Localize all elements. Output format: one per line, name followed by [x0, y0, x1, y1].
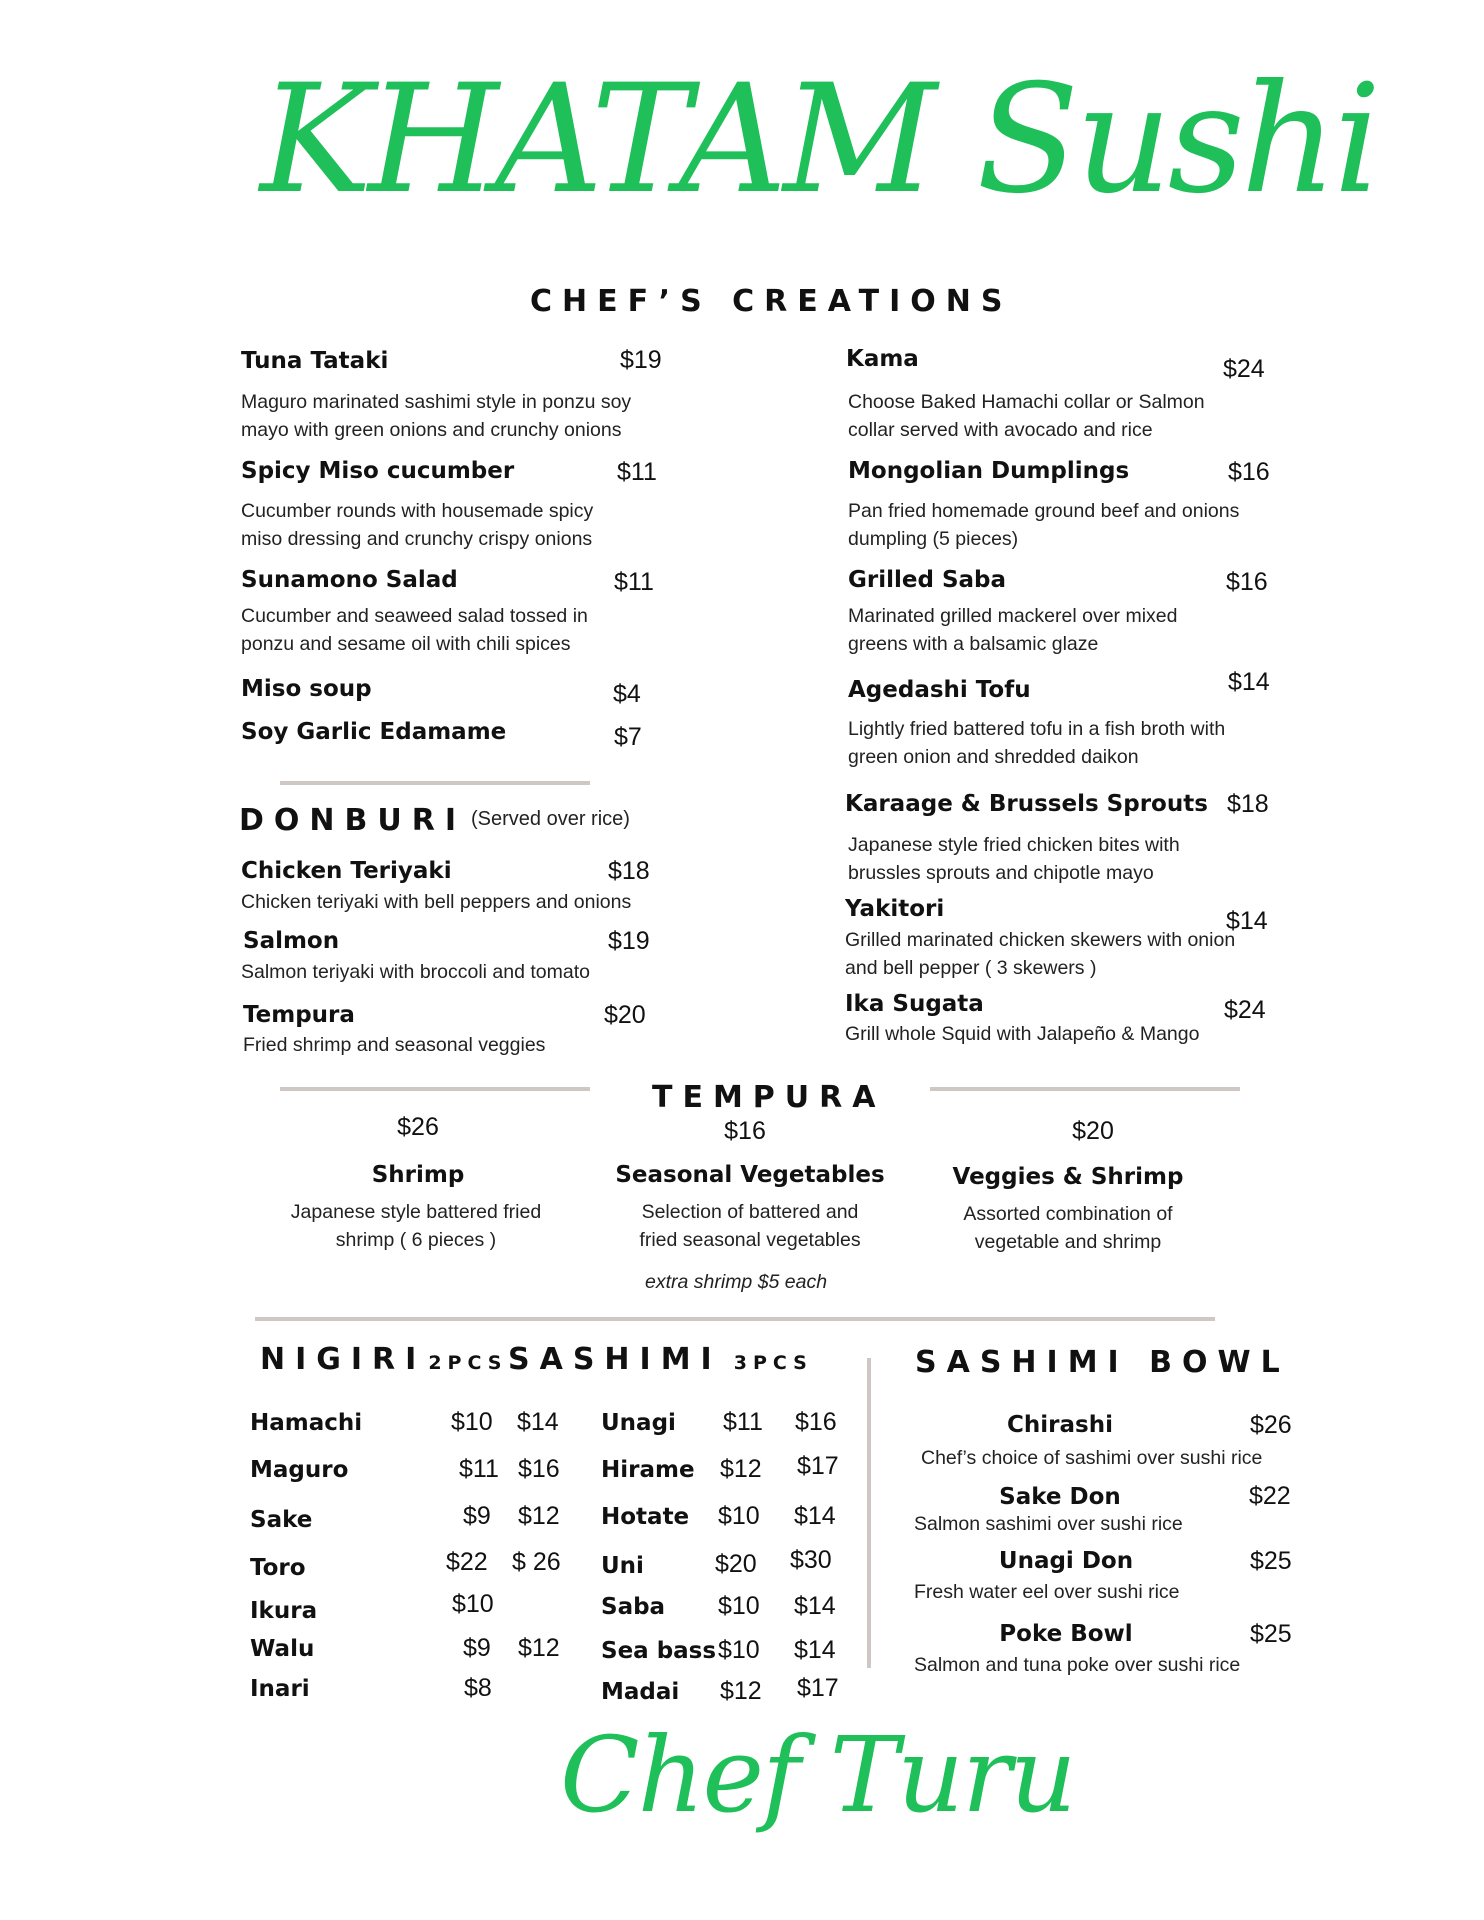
item-price: $25 — [1250, 1620, 1292, 1648]
item-price: $16 — [724, 1117, 766, 1145]
sashimi-price: $12 — [518, 1634, 560, 1662]
item-description — [848, 831, 1180, 887]
nigiri-price: $10 — [718, 1592, 760, 1620]
tempura-note: extra shrimp $5 each — [645, 1271, 828, 1293]
item-price: $16 — [1228, 458, 1270, 486]
item-price: $11 — [617, 458, 657, 486]
fish-name: Ikura — [250, 1598, 318, 1624]
item-description — [848, 602, 1177, 658]
page-title: KHATAM Sushi — [260, 53, 1378, 227]
sashimi-price: $14 — [794, 1502, 836, 1530]
desc-line: collar served with avocado and rice — [848, 419, 1153, 441]
item-price: $16 — [1226, 568, 1268, 596]
sashimi-price: $ 26 — [512, 1548, 561, 1576]
nigiri-price: $9 — [463, 1634, 491, 1662]
section-title-nigiri — [260, 1342, 507, 1377]
nigiri-price: $11 — [723, 1408, 763, 1436]
desc-line: Maguro marinated sashimi style in ponzu soy — [241, 391, 632, 413]
item-name: Sake Don — [999, 1484, 1121, 1510]
desc-line: Assorted combination of — [963, 1203, 1173, 1225]
item-description — [241, 497, 593, 553]
nigiri-price: $10 — [718, 1502, 760, 1530]
fish-name: Uni — [601, 1553, 644, 1579]
sashimi-price: $16 — [518, 1455, 560, 1483]
desc-line: fried seasonal vegetables — [639, 1229, 861, 1251]
item-name: Salmon — [243, 928, 340, 954]
item-description — [241, 602, 588, 658]
item-name: Karaage & Brussels Sprouts — [845, 791, 1208, 817]
fish-name: Saba — [601, 1594, 666, 1620]
chef-signature: Chef Turu — [560, 1714, 1075, 1836]
item-description: Fried shrimp and seasonal veggies — [243, 1034, 546, 1056]
desc-line: Choose Baked Hamachi collar or Salmon — [848, 391, 1205, 413]
item-description — [918, 1200, 1218, 1256]
sashimi-title: SASHIMI — [508, 1342, 722, 1377]
desc-line: vegetable and shrimp — [974, 1231, 1162, 1253]
item-description: Chicken teriyaki with bell peppers and onions — [241, 891, 632, 913]
desc-line: Selection of battered and — [641, 1201, 859, 1223]
item-price: $11 — [614, 568, 654, 596]
item-name: Shrimp — [371, 1162, 465, 1188]
item-description — [848, 388, 1205, 444]
sashimi-price: $14 — [794, 1592, 836, 1620]
nigiri-price: $9 — [463, 1502, 491, 1530]
item-name: Sunamono Salad — [241, 567, 458, 593]
section-title-tempura: TEMPURA — [652, 1080, 886, 1115]
desc-line: Japanese style fried chicken bites with — [848, 834, 1180, 856]
item-price: $24 — [1224, 996, 1266, 1024]
section-title-chefs-creations: CHEF’S CREATIONS — [530, 284, 1013, 319]
item-name: Miso soup — [241, 676, 372, 702]
sashimi-price: $30 — [790, 1546, 832, 1574]
desc-line: Marinated grilled mackerel over mixed — [848, 605, 1178, 627]
nigiri-price: $10 — [452, 1590, 494, 1618]
desc-line: Cucumber and seaweed salad tossed in — [241, 605, 588, 627]
nigiri-price: $20 — [715, 1550, 757, 1578]
nigiri-pcs: 2PCS — [428, 1352, 508, 1374]
item-description — [845, 926, 1235, 982]
fish-name: Sake — [250, 1507, 313, 1533]
fish-name: Maguro — [250, 1457, 349, 1483]
desc-line: Cucumber rounds with housemade spicy — [241, 500, 594, 522]
item-description: Fresh water eel over sushi rice — [914, 1581, 1180, 1603]
sashimi-price: $17 — [797, 1452, 839, 1480]
section-title-sashimi-bowl: SASHIMI BOWL — [915, 1345, 1290, 1380]
item-description — [266, 1198, 566, 1254]
sashimi-price: $12 — [518, 1502, 560, 1530]
item-name: Kama — [846, 346, 919, 372]
item-description: Salmon teriyaki with broccoli and tomato — [241, 961, 590, 983]
item-name: Chicken Teriyaki — [241, 858, 452, 884]
item-price: $20 — [1072, 1117, 1114, 1145]
item-description — [848, 715, 1225, 771]
item-price: $26 — [397, 1113, 439, 1141]
section-note: (Served over rice) — [471, 808, 630, 830]
desc-line: miso dressing and crunchy crispy onions — [241, 528, 593, 550]
item-price: $24 — [1223, 355, 1265, 383]
item-name: Agedashi Tofu — [848, 677, 1031, 703]
item-name: Yakitori — [845, 896, 945, 922]
fish-name: Hotate — [601, 1504, 690, 1530]
desc-line: Lightly fried battered tofu in a fish broth with — [848, 718, 1226, 740]
item-price: $25 — [1250, 1547, 1292, 1575]
nigiri-price: $10 — [451, 1408, 493, 1436]
item-name: Grilled Saba — [848, 567, 1007, 593]
sashimi-price: $14 — [794, 1636, 836, 1664]
item-name: Seasonal Vegetables — [615, 1162, 885, 1188]
item-name: Mongolian Dumplings — [848, 458, 1130, 484]
fish-name: Unagi — [601, 1410, 676, 1436]
divider — [280, 1087, 590, 1091]
item-price: $4 — [613, 680, 641, 708]
fish-name: Walu — [250, 1636, 315, 1662]
item-price: $19 — [608, 927, 650, 955]
item-price: $22 — [1249, 1482, 1291, 1510]
item-name: Poke Bowl — [999, 1621, 1133, 1647]
nigiri-title: NIGIRI — [260, 1342, 427, 1377]
sashimi-price: $14 — [517, 1408, 559, 1436]
sashimi-pcs: 3PCS — [733, 1352, 813, 1374]
desc-line: Japanese style battered fried — [290, 1201, 542, 1223]
desc-line: brussles sprouts and chipotle mayo — [848, 862, 1154, 884]
item-price: $18 — [1227, 790, 1269, 818]
item-price: $20 — [604, 1001, 646, 1029]
item-name: Tuna Tataki — [241, 348, 389, 374]
fish-name: Madai — [601, 1679, 680, 1705]
fish-name: Inari — [250, 1676, 310, 1702]
divider — [255, 1317, 1215, 1321]
item-description: Chef’s choice of sashimi over sushi rice — [921, 1447, 1263, 1469]
section-title-sashimi — [508, 1342, 813, 1377]
item-price: $14 — [1228, 668, 1270, 696]
desc-line: Pan fried homemade ground beef and onions — [848, 500, 1240, 522]
item-name: Chirashi — [1007, 1412, 1113, 1438]
desc-line: and bell pepper ( 3 skewers ) — [845, 957, 1097, 979]
nigiri-price: $12 — [720, 1455, 762, 1483]
item-description — [241, 388, 631, 444]
item-price: $7 — [614, 723, 642, 751]
item-name: Ika Sugata — [845, 991, 984, 1017]
item-description: Salmon and tuna poke over sushi rice — [914, 1654, 1241, 1676]
fish-name: Hirame — [601, 1457, 695, 1483]
item-description — [600, 1198, 900, 1254]
item-description — [848, 497, 1239, 553]
item-price: $18 — [608, 857, 650, 885]
divider — [930, 1087, 1240, 1091]
vertical-divider — [867, 1358, 871, 1668]
item-price: $14 — [1226, 907, 1268, 935]
divider — [280, 781, 590, 785]
nigiri-price: $8 — [464, 1674, 492, 1702]
item-price: $19 — [620, 346, 662, 374]
item-name: Tempura — [243, 1002, 355, 1028]
desc-line: Grilled marinated chicken skewers with onion — [845, 929, 1236, 951]
fish-name: Sea bass — [601, 1638, 717, 1664]
desc-line: green onion and shredded daikon — [848, 746, 1139, 768]
fish-name: Hamachi — [250, 1410, 363, 1436]
nigiri-price: $11 — [459, 1455, 499, 1483]
item-price: $26 — [1250, 1411, 1292, 1439]
nigiri-price: $10 — [718, 1636, 760, 1664]
fish-name: Toro — [250, 1555, 306, 1581]
section-title-donburi: DONBURI — [239, 803, 467, 838]
desc-line: mayo with green onions and crunchy onions — [241, 419, 622, 441]
item-name: Soy Garlic Edamame — [241, 719, 507, 745]
desc-line: greens with a balsamic glaze — [848, 633, 1099, 655]
item-description: Salmon sashimi over sushi rice — [914, 1513, 1183, 1535]
nigiri-price: $22 — [446, 1548, 488, 1576]
sashimi-price: $16 — [795, 1408, 837, 1436]
desc-line: ponzu and sesame oil with chili spices — [241, 633, 571, 655]
sashimi-price: $17 — [797, 1674, 839, 1702]
item-name: Veggies & Shrimp — [952, 1164, 1184, 1190]
item-name: Unagi Don — [998, 1548, 1134, 1574]
desc-line: dumpling (5 pieces) — [848, 528, 1019, 550]
item-name: Spicy Miso cucumber — [241, 458, 515, 484]
item-description: Grill whole Squid with Jalapeño & Mango — [845, 1023, 1200, 1045]
desc-line: shrimp ( 6 pieces ) — [335, 1229, 497, 1251]
nigiri-price: $12 — [720, 1677, 762, 1705]
